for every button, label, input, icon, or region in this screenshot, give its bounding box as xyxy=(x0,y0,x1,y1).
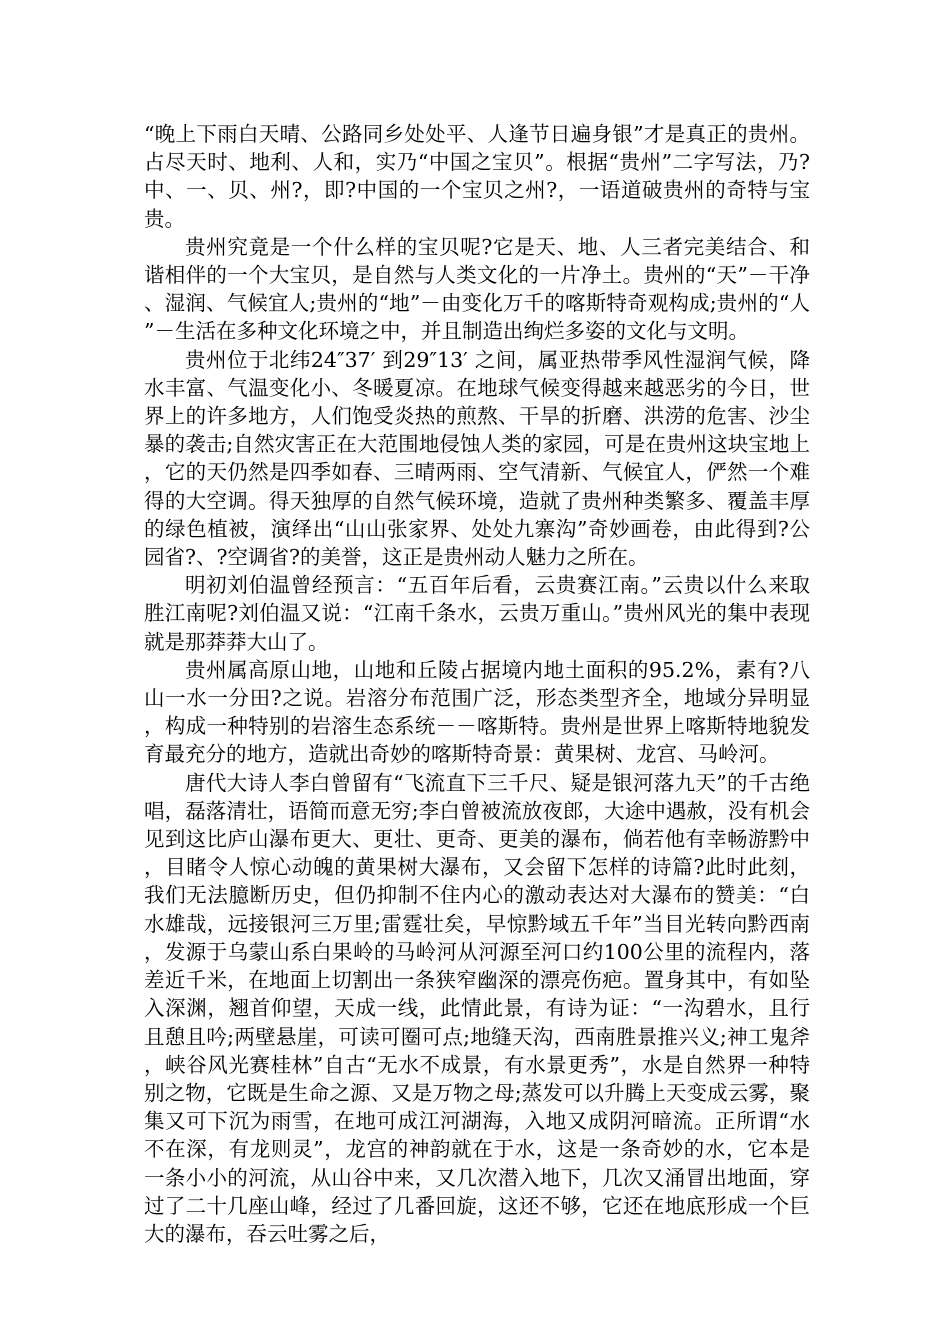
paragraph: 唐代大诗人李白曾留有“飞流直下三千尺、疑是银河落九天”的千古绝唱，磊落清壮，语简而意无穷;李白曾被流放夜郎，大途中遇赦，没有机会见到这比庐山瀑布更大、更壮、更奇、更美的瀑布，倘若他有幸畅游黔中，目睹令人惊心动魄的黄果树大瀑布，又会留下怎样的诗篇?此时此刻，我们无法臆断历史，但仍抑制不住内心的激动表达对大瀑布的赞美：“白水雄哉，远接银河三万里;雷霆壮矣，早惊黔域五千年”当目光转向黔西南，发源于乌蒙山系白果岭的马岭河从河源至河口约100公里的流程内，落差近千米，在地面上切割出一条狭窄幽深的漂亮伤疤。置身其中，有如坠入深渊，翘首仰望，天成一线，此情此景，有诗为证：“一沟碧水，且行且憩且吟;两壁悬崖，可读可圈可点;地缝天沟，西南胜景推兴义;神工鬼斧，峡谷风光赛桂林”自古“无水不成景，有水景更秀”，水是自然界一种特别之物，它既是生命之源、又是万物之母;蒸发可以升腾上天变成云雾，聚集又可下沉为雨雪，在地可成江河湖海，入地又成阴河暗流。正所谓“水不在深，有龙则灵”，龙宫的神韵就在于水，这是一条奇妙的水，它本是一条小小的河流，从山谷中来，又几次潜入地下，几次又涌冒出地面，穿过了二十几座山峰，经过了几番回旋，这还不够，它还在地底形成一个巨大的瀑布，吞云吐雾之后， xyxy=(144,770,810,1246)
paragraph: 贵州位于北纬24″37′ 到29″13′ 之间，属亚热带季风性湿润气候，降水丰富、气温变化小、冬暖夏凉。在地球气候变得越来越恶劣的今日，世界上的许多地方，人们饱受炎热的煎熬、干旱的折磨、洪涝的危害、沙尘暴的袭击;自然灾害正在大范围地侵蚀人类的家园，可是在贵州这块宝地上，它的天仍然是四季如春、三晴两雨、空气清新、气候宜人，俨然一个难得的大空调。得天独厚的自然气候环境，造就了贵州种类繁多、覆盖丰厚的绿色植被，演绎出“山山张家界、处处九寨沟”奇妙画卷，由此得到?公园省?、?空调省?的美誉，这正是贵州动人魅力之所在。 xyxy=(144,347,810,570)
paragraph: 明初刘伯温曾经预言：“五百年后看，云贵赛江南。”云贵以什么来取胜江南呢?刘伯温又说：“江南千条水，云贵万重山。”贵州风光的集中表现就是那莽莽大山了。 xyxy=(144,573,810,654)
paragraph: 贵州究竟是一个什么样的宝贝呢?它是天、地、人三者完美结合、和谐相伴的一个大宝贝，是自然与人类文化的一片净土。贵州的“天”－干净、湿润、气候宜人;贵州的“地”－由变化万千的喀斯特奇观构成;贵州的“人”－生活在多种文化环境之中，并且制造出绚烂多姿的文化与文明。 xyxy=(144,234,810,344)
paragraph: 贵州属高原山地，山地和丘陵占据境内地土面积的95.2%，素有?八山一水一分田?之说。岩溶分布范围广泛，形态类型齐全，地域分异明显，构成一种特别的岩溶生态系统－－喀斯特。贵州是世界上喀斯特地貌发育最充分的地方，造就出奇妙的喀斯特奇景：黄果树、龙宫、马岭河。 xyxy=(144,657,810,767)
document-body xyxy=(144,120,810,1248)
paragraph: “晚上下雨白天晴、公路同乡处处平、人逢节日遍身银”才是真正的贵州。占尽天时、地利、人和，实乃“中国之宝贝”。根据“贵州”二字写法，乃?中、一、贝、州?，即?中国的一个宝贝之州?，一语道破贵州的奇特与宝贵。 xyxy=(144,122,810,231)
